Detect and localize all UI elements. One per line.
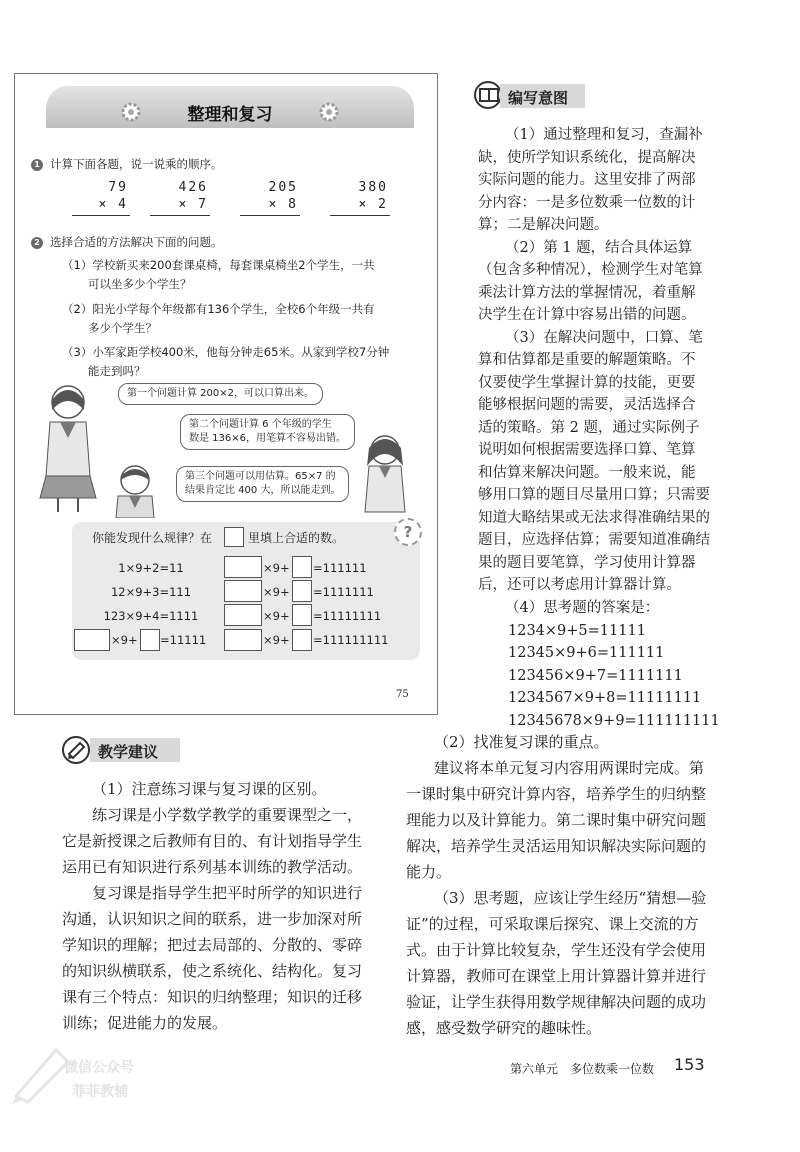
- answer-box: [224, 556, 262, 578]
- paragraph-line: （4）思考题的答案是：: [505, 600, 660, 616]
- answer-box: [292, 556, 312, 578]
- speech-bubble: [180, 414, 355, 450]
- paragraph-line: （1）通过整理和复习，查漏补: [505, 127, 703, 143]
- multiplicand: 426: [178, 180, 208, 195]
- paragraph-line: 乘法计算方法的掌握情况，着重解: [478, 285, 696, 301]
- paragraph-line: 果的题目要笔算，学习使用计算器: [478, 555, 696, 571]
- bubble-line: 数是 136×6，用笔算不容易出错。: [189, 433, 347, 444]
- paragraph-line: 解决，培养学生灵活运用知识解决实际问题的: [406, 837, 707, 855]
- paragraph-line: （包含多种情况），检测学生对笔算: [478, 262, 703, 278]
- pattern-operator: ×9+: [263, 561, 290, 575]
- answer-line: 1234×9+5=11111: [508, 623, 646, 639]
- multiplier: × 4: [98, 197, 128, 212]
- page-title: 整理和复习: [187, 105, 273, 125]
- paragraph-line: 验证，让学生获得用数学规律解决问题的成功: [406, 993, 707, 1011]
- answer-box: [224, 580, 262, 602]
- puzzle-prompt: 你能发现什么规律？在: [92, 531, 213, 545]
- sum-line: [150, 215, 210, 216]
- paragraph-line: 后，还可以考虑用计算器计算。: [478, 577, 681, 593]
- multiplicand: 79: [108, 180, 128, 195]
- paragraph-line: （1）注意练习课与复习课的区别。: [92, 780, 327, 798]
- paragraph-line: 运用已有知识进行系列基本训练的教学活动。: [62, 858, 363, 876]
- pattern-result: =1111111: [313, 585, 374, 599]
- pattern-equation: 1×9+2=11: [118, 561, 184, 575]
- paragraph-line: 复习课是指导学生把平时所学的知识进行: [92, 884, 363, 902]
- paragraph-line: 计算器，教师可在课堂上用计算器计算并进行: [406, 967, 707, 985]
- pattern-equation: 123×9+4=1111: [103, 609, 199, 623]
- question-text: 计算下面各题，说一说乘的顺序。: [50, 157, 223, 171]
- boy-illustration: [100, 462, 170, 518]
- multiplier: × 2: [358, 197, 388, 212]
- answer-line: 12345678×9+9=111111111: [508, 713, 720, 729]
- paragraph-line: 题目，应选择估算；需要知道准确结: [478, 532, 710, 548]
- paragraph-line: 沟通，认识知识之间的联系，进一步加深对所: [62, 910, 363, 928]
- problem-line: 可以坐多少个学生？: [88, 277, 192, 291]
- footer-unit: 第六单元 多位数乘一位数: [510, 1062, 655, 1076]
- paragraph-line: 式。由于计算比较复杂，学生还没有学会使用: [406, 941, 707, 959]
- pattern-operator: ×9+: [263, 609, 290, 623]
- question-number: 2: [31, 237, 43, 249]
- paragraph-line: 能够根据问题的需要，灵活选择合: [478, 397, 696, 413]
- paragraph-line: 建议将本单元复习内容用两课时完成。第: [434, 759, 705, 777]
- pattern-result: =11111: [160, 633, 207, 647]
- paragraph-line: 说明如何根据需要选择口算、笔算: [478, 442, 696, 458]
- paragraph-line: 它是新授课之后教师有目的、有计划指导学生: [62, 832, 363, 850]
- puzzle-prompt: 里填上合适的数。: [248, 531, 345, 545]
- paragraph-line: （3）思考题，应该让学生经历“猜想—验: [434, 889, 707, 907]
- multiplicand: 380: [358, 180, 388, 195]
- paragraph-line: 分内容：一是多位数乘一位数的计: [478, 195, 696, 211]
- paragraph-line: （3）在解决问题中，口算、笔: [505, 330, 703, 346]
- sum-line: [72, 215, 130, 216]
- girl-illustration: [30, 380, 110, 515]
- answer-box: [74, 629, 110, 651]
- paragraph-line: 练习课是小学数学教学的重要课型之一，: [92, 806, 363, 824]
- answer-line: 1234567×9+8=11111111: [508, 690, 702, 706]
- textbook-page-number: 75: [396, 689, 409, 700]
- paragraph-line: 决学生在计算中容易出错的问题。: [478, 307, 696, 323]
- answer-line: 12345×9+6=111111: [508, 645, 665, 661]
- answer-box: [140, 629, 160, 651]
- paragraph-line: 学知识的理解；把过去局部的、分散的、零碎: [62, 936, 363, 954]
- paragraph-line: （2）第 1 题，结合具体运算: [505, 240, 693, 256]
- paragraph-line: 训练；促进能力的发展。: [62, 1014, 228, 1032]
- paragraph-line: 仅要使学生掌握计算的技能，更要: [478, 375, 696, 391]
- paragraph-line: 一课时集中研究计算内容，培养学生的归纳整: [406, 785, 707, 803]
- paragraph-line: 实际问题的能力。这里安排了两部: [478, 172, 696, 188]
- question-text: 选择合适的方法解决下面的问题。: [50, 235, 223, 249]
- problem-line: （2）阳光小学每个年级都有136个学生，全校6个年级一共有: [62, 302, 375, 316]
- paragraph-line: 课有三个特点：知识的归纳整理；知识的迁移: [62, 988, 363, 1006]
- paragraph-line: 缺，使所学知识系统化，提高解决: [478, 150, 696, 166]
- problem-line: 能走到吗？: [88, 364, 146, 378]
- watermark-line: 菲菲教辅: [72, 1084, 128, 1100]
- pattern-operator: ×9+: [263, 633, 290, 647]
- answer-box: [292, 629, 312, 651]
- pattern-result: =111111111: [313, 633, 389, 647]
- question-mark-icon: ?: [394, 518, 422, 546]
- bubble-line: 第二个问题计算 6 个年级的学生: [189, 419, 332, 430]
- section-header: 教学建议: [98, 743, 159, 761]
- page-number: 153: [674, 1055, 705, 1074]
- paragraph-line: 理能力以及计算能力。第二课时集中研究问题: [406, 811, 707, 829]
- pattern-operator: ×9+: [111, 633, 138, 647]
- bubble-line: 第三个问题可以用估算。65×7 的: [185, 471, 336, 482]
- paragraph-line: 的知识纵横联系，使之系统化、结构化。复习: [62, 962, 363, 980]
- paragraph-line: 算和估算都是重要的解题策略。不: [478, 352, 696, 368]
- sum-line: [240, 215, 300, 216]
- paragraph-line: 能力。: [406, 863, 452, 881]
- answer-box: [224, 604, 262, 626]
- pattern-equation: 12×9+3=111: [110, 585, 192, 599]
- multiplier: × 7: [178, 197, 208, 212]
- paragraph-line: 证”的过程，可采取课后探究、课上交流的方: [406, 915, 699, 933]
- problem-line: （1）学校新买来200套课桌椅，每套课桌椅坐2个学生，一共: [62, 258, 375, 272]
- pattern-result: =111111: [313, 561, 367, 575]
- multiplicand: 205: [268, 180, 298, 195]
- answer-box: [292, 604, 312, 626]
- paragraph-line: 算；二是解决问题。: [478, 217, 609, 233]
- pattern-operator: ×9+: [263, 585, 290, 599]
- speech-bubble: [118, 383, 323, 405]
- paragraph-line: 够用口算的题目尽量用口算；只需要: [478, 487, 710, 503]
- answer-box: [224, 629, 262, 651]
- answer-line: 123456×9+7=1111111: [508, 668, 683, 684]
- answer-box: [224, 527, 244, 547]
- answer-box: [292, 580, 312, 602]
- watermark-line: 微信公众号: [64, 1060, 134, 1076]
- question-number: 1: [31, 159, 43, 171]
- girl-illustration: [355, 432, 415, 520]
- section-header: 编写意图: [508, 89, 569, 107]
- problem-line: 多少个学生？: [88, 321, 157, 335]
- bubble-line: 结果肯定比 400 大，所以能走到。: [185, 485, 341, 496]
- problem-line: （3）小军家距学校400米，他每分钟走65米。从家到学校7分钟: [62, 345, 390, 359]
- multiplier: × 8: [268, 197, 298, 212]
- speech-bubble: [176, 466, 349, 502]
- paragraph-line: 适的策略。第 2 题，通过实际例子: [478, 420, 700, 436]
- paragraph-line: 知道大略结果或无法求得准确结果的: [478, 510, 710, 526]
- paragraph-line: 和估算来解决问题。一般来说，能: [478, 465, 696, 481]
- bubble-line: 第一个问题计算 200×2，可以口算出来。: [127, 388, 315, 399]
- paragraph-line: 感，感受数学研究的趣味性。: [406, 1019, 602, 1037]
- sum-line: [330, 215, 390, 216]
- paragraph-line: （2）找准复习课的重点。: [434, 733, 609, 751]
- pattern-result: =11111111: [313, 609, 382, 623]
